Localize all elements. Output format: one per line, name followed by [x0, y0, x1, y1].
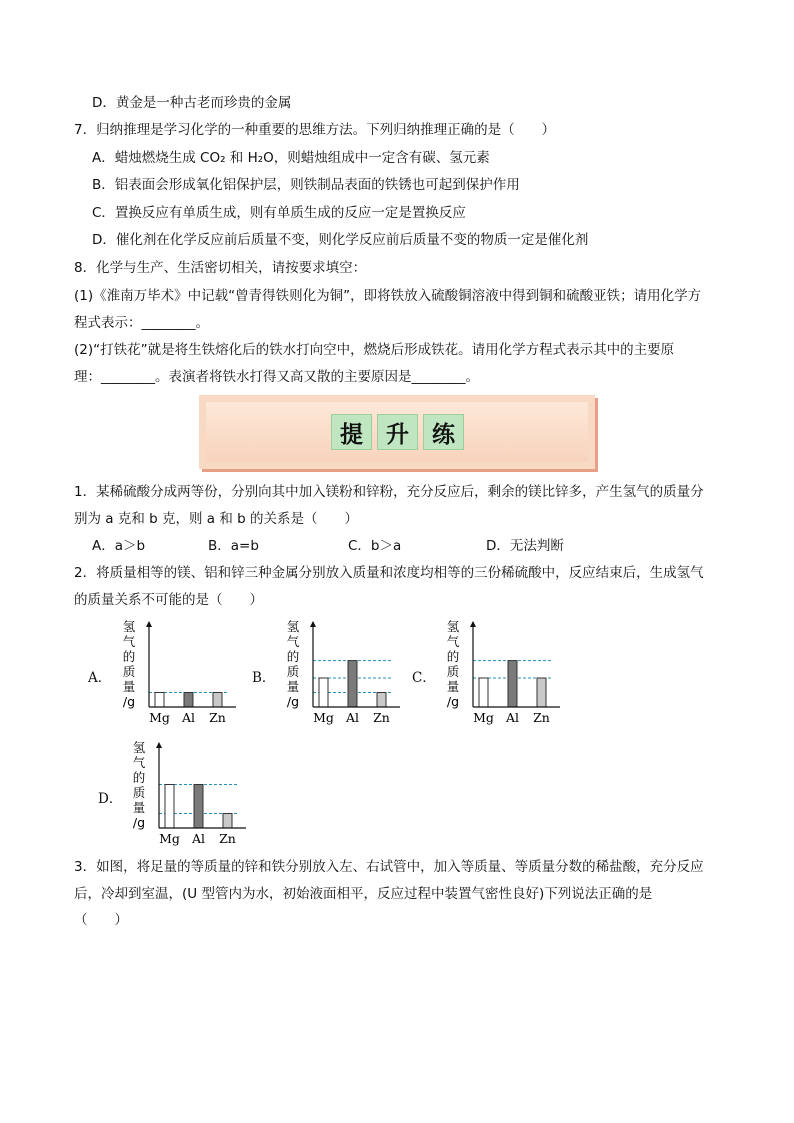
question-8-part2: (2)“打铁花”就是将生铁熔化后的铁水打向空中，燃烧后形成铁花。请用化学方程式表示其中的主要原 — [74, 342, 675, 358]
y-axis-label-char: 质 — [446, 664, 460, 679]
bar-zn — [213, 693, 222, 708]
bar-mg — [165, 785, 174, 829]
y-axis-label-char: 氢 — [286, 619, 300, 634]
y-axis-label-char: /g — [122, 694, 136, 709]
x-tick-label: Mg — [149, 710, 170, 725]
x-tick-label: Al — [181, 710, 196, 725]
bar-al — [508, 661, 517, 707]
bar-mg — [319, 678, 328, 707]
t2-stem: 2．将质量相等的镁、铝和锌三种金属分别放入质量和浓度均相等的三份稀硫酸中，反应结束后，生成氢气 — [74, 565, 704, 581]
bar-chart — [252, 616, 412, 726]
y-axis-label-char: 气 — [286, 634, 300, 649]
bar-chart — [88, 616, 248, 726]
t1-option-c: C．b＞a — [348, 538, 402, 554]
y-axis-label-char: 质 — [286, 664, 300, 679]
question-8-part1: (1)《淮南万毕术》中记载“曾青得铁则化为铜”，即将铁放入硫酸铜溶液中得到铜和硫酸亚铁；请用化学方 — [74, 288, 702, 304]
question-8-part1-cont: 程式表示：________。 — [74, 315, 209, 331]
x-tick-label: Mg — [313, 710, 334, 725]
t1-stem: 1．某稀硫酸分成两等份，分别向其中加入镁粉和锌粉，充分反应后，剩余的镁比锌多，产生氢气的质量分 — [74, 484, 704, 500]
y-axis-label-char: 氢 — [132, 740, 146, 755]
y-axis-label-char: 氢 — [446, 619, 460, 634]
question-7-option-c: C．置换反应有单质生成，则有单质生成的反应一定是置换反应 — [92, 205, 466, 221]
y-axis-label-char: 量 — [122, 679, 136, 694]
y-axis-label-char: 量 — [132, 800, 146, 815]
y-axis-label-char: 气 — [122, 634, 136, 649]
y-axis-label-char: 气 — [446, 634, 460, 649]
t2-stem-cont: 的质量关系不可能的是（ ） — [74, 592, 263, 608]
y-axis-label-char: 量 — [286, 679, 300, 694]
t3-answer-blank: （ ） — [74, 912, 128, 928]
y-axis-arrow — [310, 621, 316, 627]
y-axis-label-char: 量 — [446, 679, 460, 694]
question-7-option-b: B．铝表面会形成氧化铝保护层，则铁制品表面的铁锈也可起到保护作用 — [92, 177, 520, 193]
t3-stem: 3．如图，将足量的等质量的锌和铁分别放入左、右试管中，加入等质量、等质量分数的稀盐酸，充分反应 — [74, 859, 704, 875]
y-axis-label-char: 的 — [132, 770, 146, 785]
chart-option-d[interactable] — [98, 737, 258, 847]
y-axis-arrow — [156, 742, 162, 748]
x-tick-label: Mg — [159, 831, 180, 846]
t1-stem-cont: 别为 a 克和 b 克，则 a 和 b 的关系是（ ） — [74, 511, 359, 527]
x-tick-label: Zn — [373, 710, 390, 725]
y-axis-label-char: /g — [446, 694, 460, 709]
banner-char: 提 — [331, 414, 372, 450]
x-tick-label: Al — [505, 710, 520, 725]
x-tick-label: Zn — [533, 710, 550, 725]
bar-zn — [223, 814, 232, 829]
x-tick-label: Al — [191, 831, 206, 846]
x-tick-label: Zn — [209, 710, 226, 725]
question-8-stem: 8．化学与生产、生活密切相关，请按要求填空： — [74, 260, 367, 276]
bar-al — [348, 661, 357, 707]
question-8-part2-cont: 理：________。表演者将铁水打得又高又散的主要原因是________。 — [74, 369, 479, 385]
y-axis-label-char: 气 — [132, 755, 146, 770]
y-axis-label-char: 质 — [122, 664, 136, 679]
section-banner — [199, 395, 595, 469]
t1-option-b: B．a=b — [208, 538, 259, 554]
x-tick-label: Zn — [219, 831, 236, 846]
bar-zn — [537, 678, 546, 707]
y-axis-label-char: 的 — [122, 649, 136, 664]
bar-al — [184, 693, 193, 708]
banner-char: 升 — [377, 414, 418, 450]
chart-option-c[interactable] — [412, 616, 572, 726]
y-axis-label-char: /g — [286, 694, 300, 709]
option-d: D．黄金是一种古老而珍贵的金属 — [92, 95, 292, 111]
chart-option-b[interactable] — [252, 616, 412, 726]
chart-option-letter: A． — [88, 670, 112, 686]
bar-zn — [377, 693, 386, 708]
chart-option-letter: B． — [252, 670, 276, 686]
y-axis-label-char: 的 — [446, 649, 460, 664]
bar-al — [194, 785, 203, 829]
question-7-stem: 7．归纳推理是学习化学的一种重要的思维方法。下列归纳推理正确的是（ ） — [74, 122, 556, 138]
y-axis-label-char: 氢 — [122, 619, 136, 634]
bar-mg — [479, 678, 488, 707]
t1-option-d: D．无法判断 — [486, 538, 564, 554]
t1-option-a: A．a＞b — [92, 538, 146, 554]
y-axis-label-char: 的 — [286, 649, 300, 664]
chart-option-letter: D． — [98, 791, 123, 807]
chart-option-letter: C． — [412, 670, 436, 686]
question-7-option-a: A．蜡烛燃烧生成 CO₂ 和 H₂O，则蜡烛组成中一定含有碳、氢元素 — [92, 150, 490, 166]
question-7-option-d: D．催化剂在化学反应前后质量不变，则化学反应前后质量不变的物质一定是催化剂 — [92, 232, 589, 248]
chart-option-a[interactable] — [88, 616, 248, 726]
bar-chart — [412, 616, 572, 726]
y-axis-label-char: /g — [132, 815, 146, 830]
y-axis-label-char: 质 — [132, 785, 146, 800]
banner-char: 练 — [423, 414, 464, 450]
y-axis-arrow — [470, 621, 476, 627]
y-axis-arrow — [146, 621, 152, 627]
x-tick-label: Al — [345, 710, 360, 725]
t3-stem-cont: 后，冷却到室温，(U 型管内为水，初始液面相平，反应过程中装置气密性良好)下列说法正确的是 — [74, 886, 653, 902]
x-tick-label: Mg — [473, 710, 494, 725]
bar-mg — [155, 693, 164, 708]
